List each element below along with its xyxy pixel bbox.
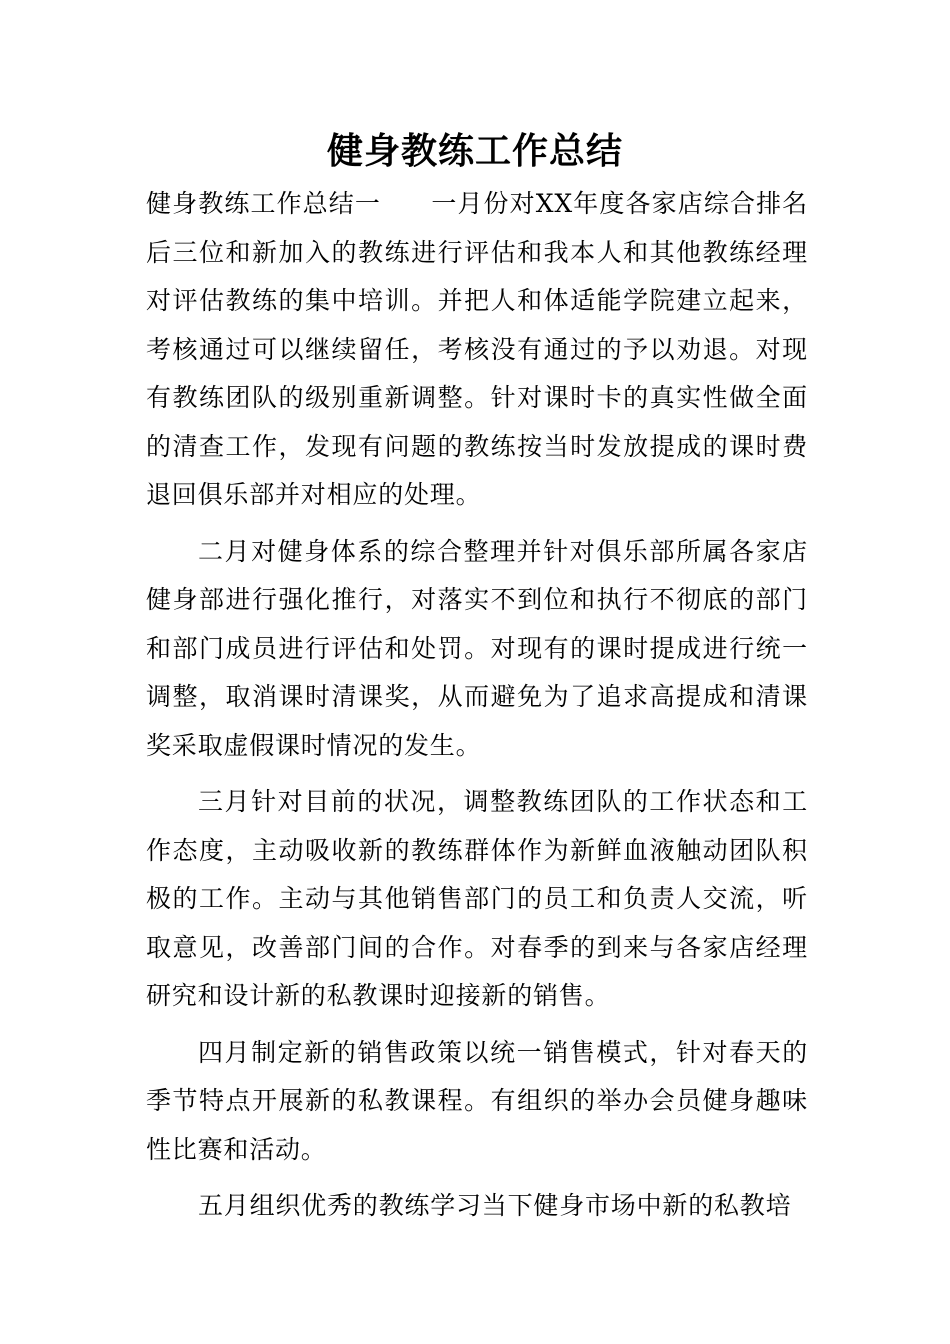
paragraph-2: 二月对健身体系的综合整理并针对俱乐部所属各家店健身部进行强化推行，对落实不到位和执行不彻底的部门和部门成员进行评估和处罚。对现有的课时提成进行统一调整，取消课时清课奖，从而避免为了追求高提成和清课奖采取虚假课时情况的发生。 — [146, 536, 808, 760]
paragraph-3: 三月针对目前的状况，调整教练团队的工作状态和工作态度，主动吸收新的教练群体作为新鲜血液触动团队积极的工作。主动与其他销售部门的员工和负责人交流，听取意见，改善部门间的合作。对春季的到来与各家店经理研究和设计新的私教课时迎接新的销售。 — [146, 787, 808, 1010]
paragraph-lead: 健身教练工作总结一 — [146, 189, 382, 218]
document-body — [146, 180, 808, 1231]
paragraph-5: 五月组织优秀的教练学习当下健身市场中新的私教培 — [198, 1191, 792, 1220]
paragraph-text: 一月份对XX年度各家店综合排名后三位和新加入的教练进行评估和我本人和其他教练经理对评估教练的集中培训。并把人和体适能学院建立起来，考核通过可以继续留任，考核没有通过的予以劝退。对现有教练团队的级别重新调整。针对课时卡的真实性做全面的清查工作，发现有问题的教练按当时发放提成的课时费退回俱乐部并对相应的处理。 — [146, 189, 808, 509]
document-title: 健身教练工作总结 — [326, 131, 623, 172]
paragraph-1 — [146, 180, 808, 520]
paragraph-4: 四月制定新的销售政策以统一销售模式，针对春天的季节特点开展新的私教课程。有组织的举办会员健身趣味性比赛和活动。 — [146, 1037, 808, 1164]
